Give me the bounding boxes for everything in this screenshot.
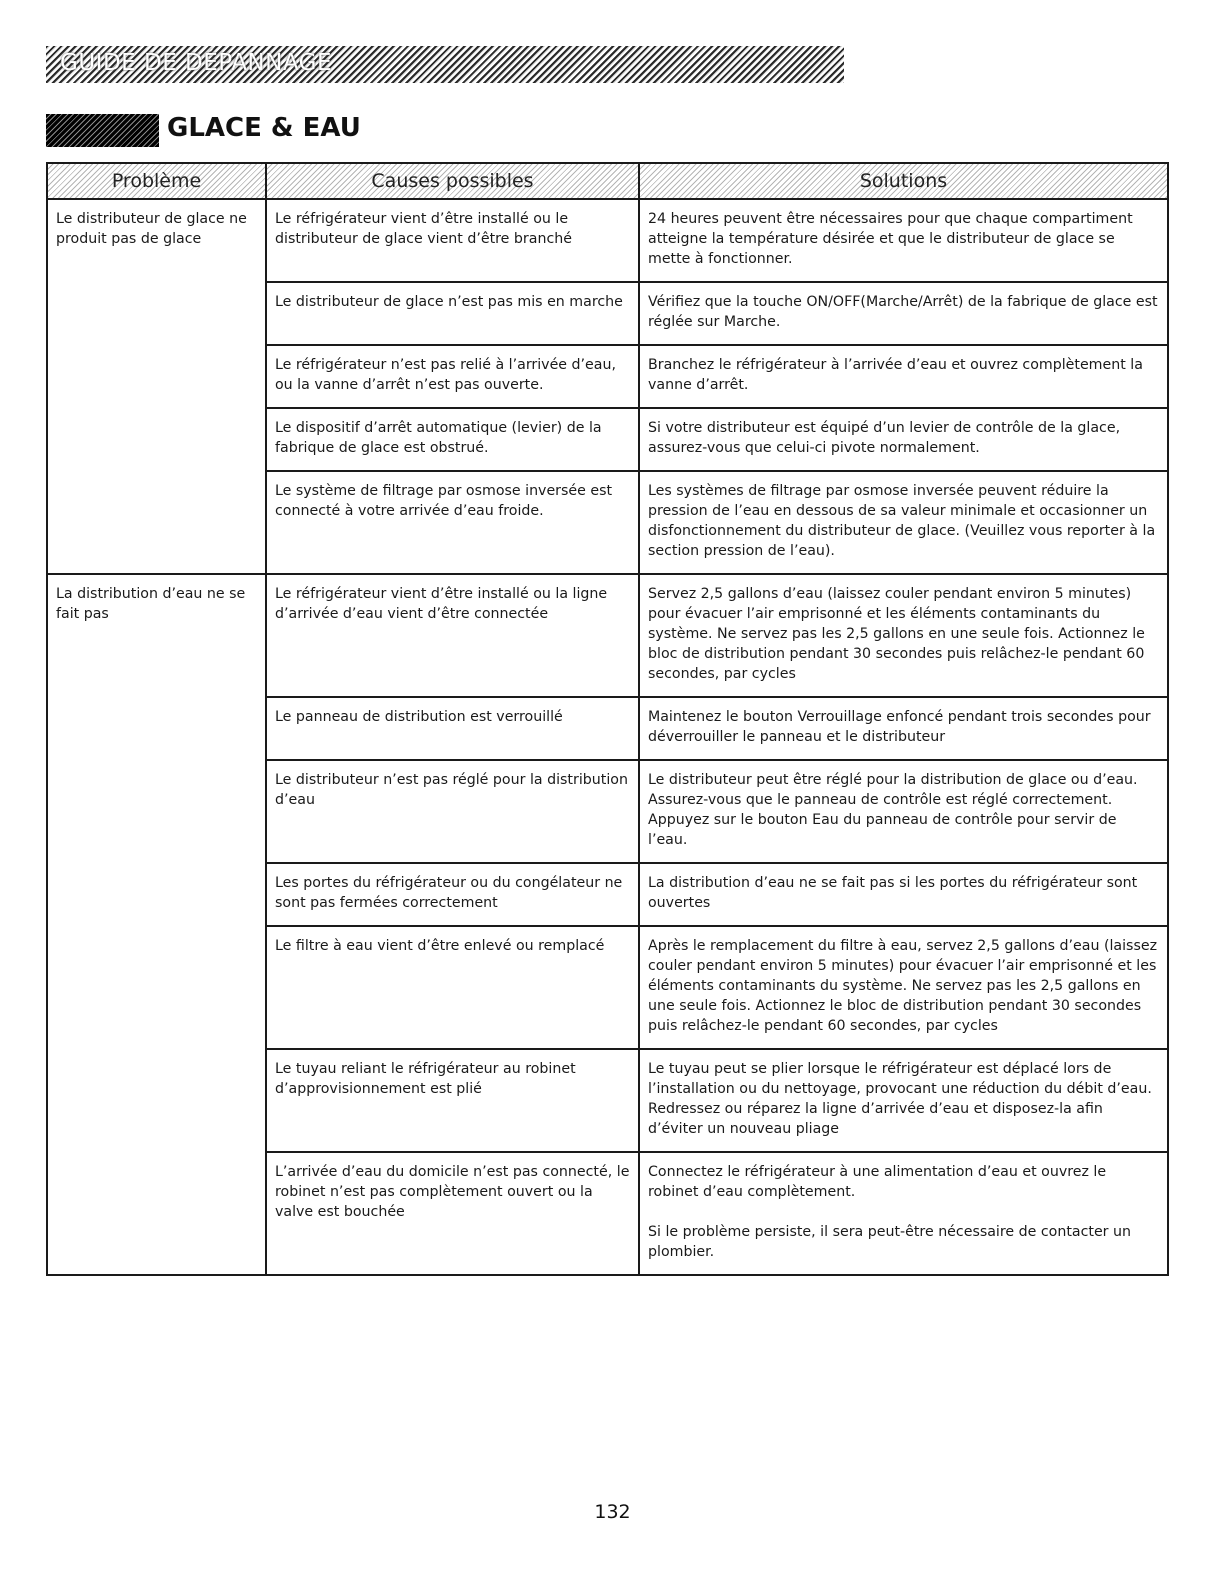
- solution-cell: La distribution d’eau ne se fait pas si les portes du réfrigérateur sont ouvertes: [639, 863, 1168, 926]
- cause-cell: Le filtre à eau vient d’être enlevé ou remplacé: [266, 926, 639, 1049]
- section-banner: [46, 46, 844, 83]
- solution-cell: Le distributeur peut être réglé pour la distribution de glace ou d’eau. Assurez-vous que le panneau de contrôle est réglé correctement. Appuyez sur le bouton Eau du panneau de contrôle pour servir de l’eau.: [639, 760, 1168, 863]
- solution-cell: Maintenez le bouton Verrouillage enfoncé pendant trois secondes pour déverrouiller le panneau et le distributeur: [639, 697, 1168, 760]
- table-header-row: [47, 163, 1168, 199]
- header-solutions: Solutions: [639, 163, 1168, 199]
- banner-title: GUIDE DE DÉPANNAGE: [60, 50, 333, 76]
- cause-cell: Le panneau de distribution est verrouillé: [266, 697, 639, 760]
- solution-extra-text: Si le problème persiste, il sera peut-être nécessaire de contacter un plombier.: [648, 1224, 1132, 1260]
- header-probleme: Problème: [47, 163, 266, 199]
- solution-cell: 24 heures peuvent être nécessaires pour que chaque compartiment atteigne la température désirée et que le distributeur de glace se mette à fonctionner.: [639, 199, 1168, 282]
- table-row: [47, 574, 1168, 697]
- solution-cell: Le tuyau peut se plier lorsque le réfrigérateur est déplacé lors de l’installation ou du nettoyage, provocant une réduction du débit d’eau. Redressez ou réparez la ligne d’arrivée d’eau et disposez-la afin d’éviter un nouveau pliage: [639, 1049, 1168, 1152]
- page-number: 132: [594, 1501, 631, 1523]
- cause-cell: Le réfrigérateur vient d’être installé ou la ligne d’arrivée d’eau vient d’être connectée: [266, 574, 639, 697]
- cause-cell: Le dispositif d’arrêt automatique (levier) de la fabrique de glace est obstrué.: [266, 408, 639, 471]
- cause-cell: Le système de filtrage par osmose inversée est connecté à votre arrivée d’eau froide.: [266, 471, 639, 574]
- solution-text: Connectez le réfrigérateur à une alimentation d’eau et ouvrez le robinet d’eau complètement.: [648, 1164, 1107, 1200]
- problem-cell: La distribution d’eau ne se fait pas: [47, 574, 266, 1275]
- solution-cell: Si votre distributeur est équipé d’un levier de contrôle de la glace, assurez-vous que celui-ci pivote normalement.: [639, 408, 1168, 471]
- cause-cell: Le distributeur n’est pas réglé pour la distribution d’eau: [266, 760, 639, 863]
- section-title: GLACE & EAU: [167, 113, 361, 143]
- table-row: [47, 199, 1168, 282]
- cause-cell: Les portes du réfrigérateur ou du congélateur ne sont pas fermées correctement: [266, 863, 639, 926]
- header-causes: Causes possibles: [266, 163, 639, 199]
- section-marker: [46, 114, 159, 147]
- problem-cell: Le distributeur de glace ne produit pas de glace: [47, 199, 266, 574]
- cause-cell: L’arrivée d’eau du domicile n’est pas connecté, le robinet n’est pas complètement ouvert ou la valve est bouchée: [266, 1152, 639, 1275]
- troubleshooting-table: [46, 162, 1169, 1276]
- solution-cell: Vérifiez que la touche ON/OFF(Marche/Arrêt) de la fabrique de glace est réglée sur Marche.: [639, 282, 1168, 345]
- solution-cell: Servez 2,5 gallons d’eau (laissez couler pendant environ 5 minutes) pour évacuer l’air emprisonné et les éléments contaminants du système. Ne servez pas les 2,5 gallons en une seule fois. Actionnez le bloc de distribution pendant 30 secondes puis relâchez-le pendant 60 secondes, par cycles: [639, 574, 1168, 697]
- cause-cell: Le tuyau reliant le réfrigérateur au robinet d’approvisionnement est plié: [266, 1049, 639, 1152]
- solution-cell: Les systèmes de filtrage par osmose inversée peuvent réduire la pression de l’eau en dessous de sa valeur minimale et occasionner un disfonctionnement du distributeur de glace. (Veuillez vous reporter à la section pression de l’eau).: [639, 471, 1168, 574]
- cause-cell: Le distributeur de glace n’est pas mis en marche: [266, 282, 639, 345]
- solution-cell: Branchez le réfrigérateur à l’arrivée d’eau et ouvrez complètement la vanne d’arrêt.: [639, 345, 1168, 408]
- solution-cell: [639, 1152, 1168, 1275]
- solution-cell: Après le remplacement du filtre à eau, servez 2,5 gallons d’eau (laissez couler pendant environ 5 minutes) pour évacuer l’air emprisonné et les éléments contaminants du système. Ne servez pas les 2,5 gallons en une seule fois. Actionnez le bloc de distribution pendant 30 secondes puis relâchez-le pendant 60 secondes, par cycles: [639, 926, 1168, 1049]
- cause-cell: Le réfrigérateur vient d’être installé ou le distributeur de glace vient d’être branché: [266, 199, 639, 282]
- cause-cell: Le réfrigérateur n’est pas relié à l’arrivée d’eau, ou la vanne d’arrêt n’est pas ouverte.: [266, 345, 639, 408]
